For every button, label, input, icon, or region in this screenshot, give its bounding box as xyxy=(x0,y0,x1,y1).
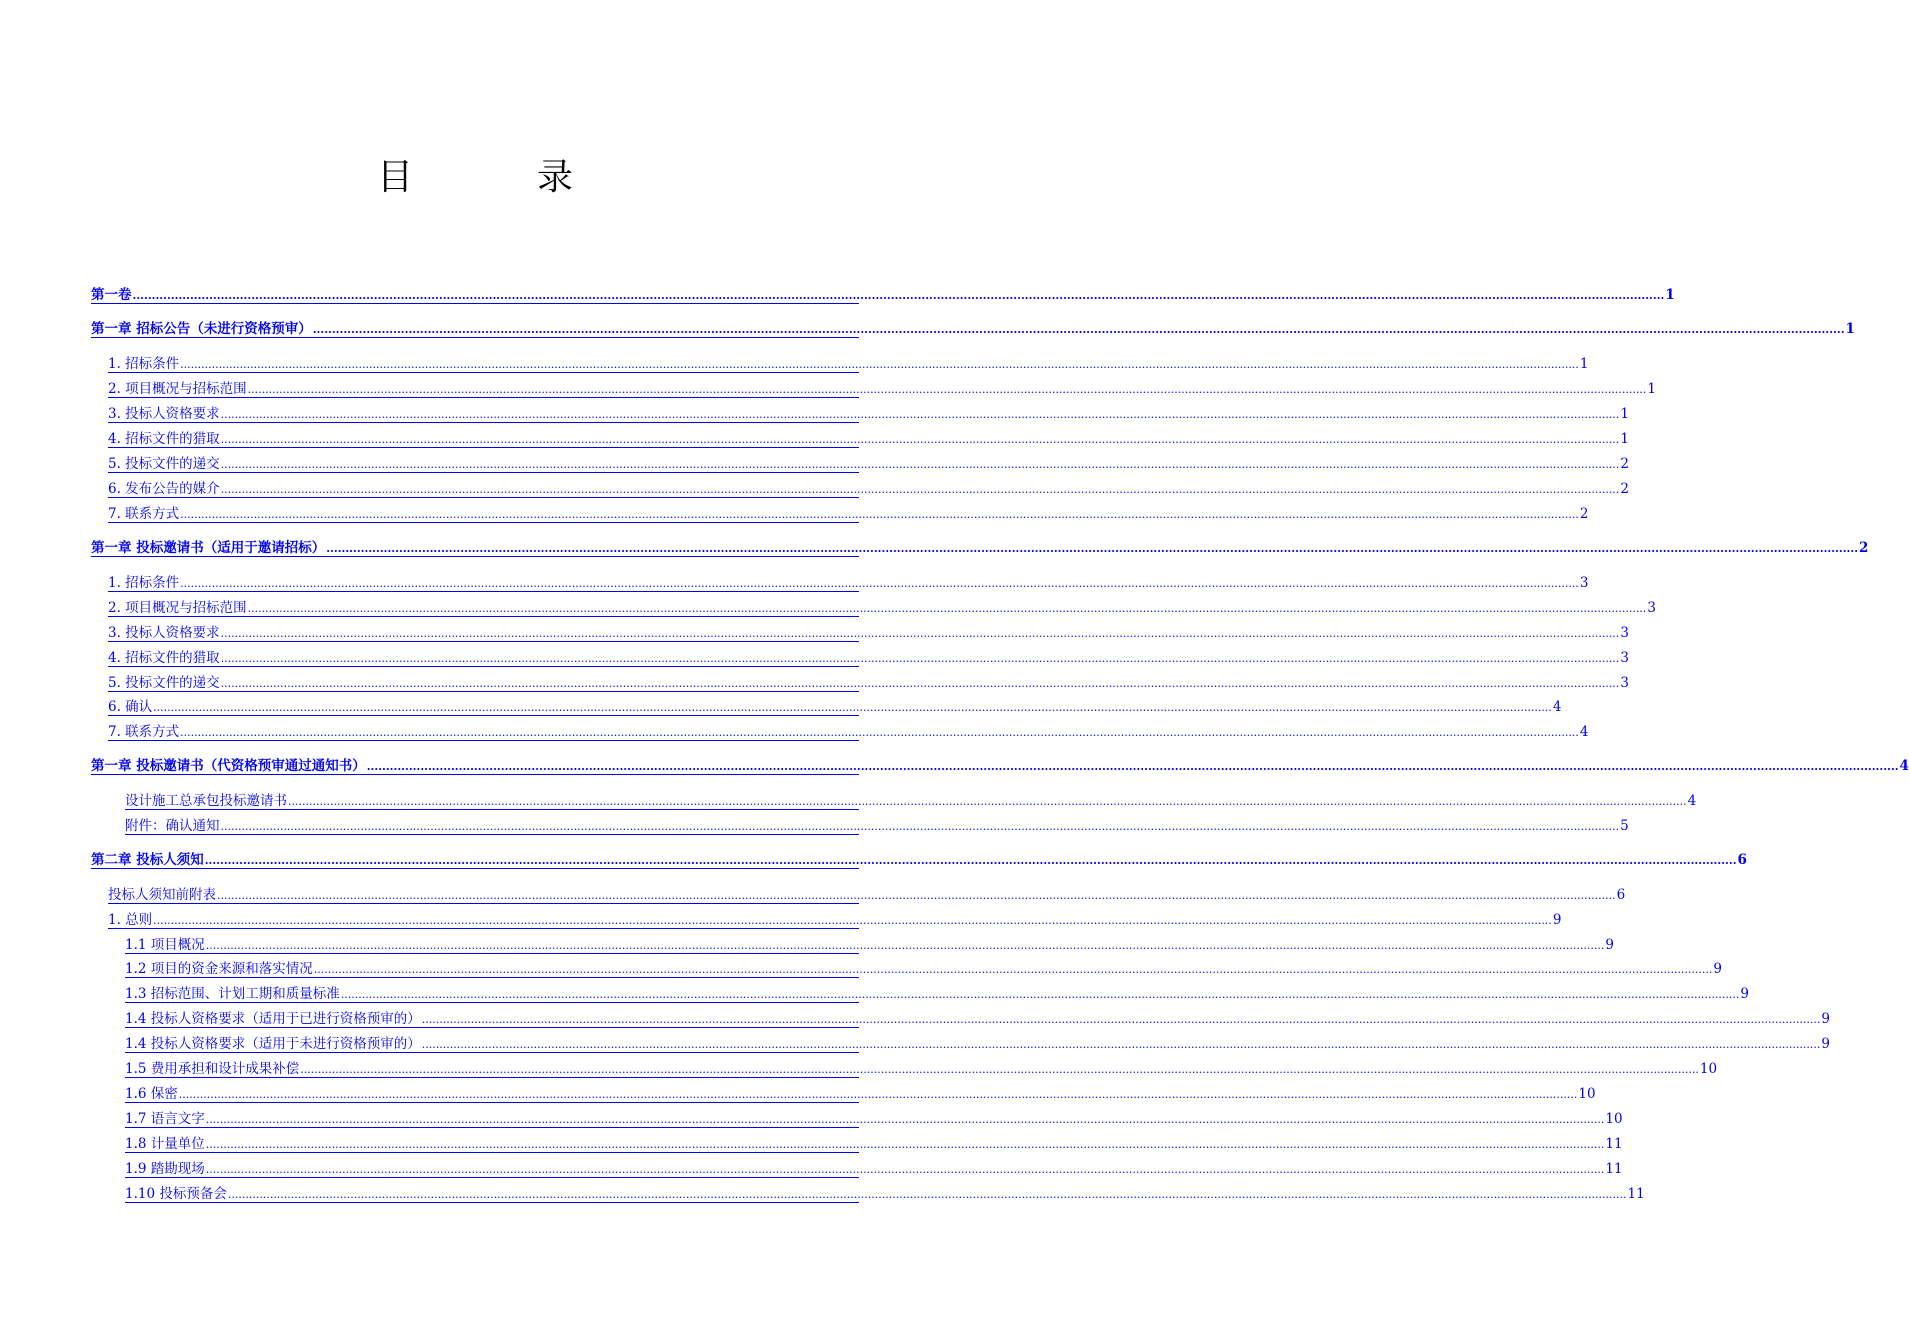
toc-page-number: 10 xyxy=(1578,1086,1596,1102)
toc-leader-dots: ................................................................................................................................................................................................................................................................................................................................................................................................................ xyxy=(247,602,1647,615)
toc-entry[interactable] xyxy=(125,1085,1596,1103)
toc-leader-dots: ................................................................................................................................................................................................................................................................................................................................................................................................................ xyxy=(180,358,1579,371)
toc-page-number: 9 xyxy=(1713,961,1722,977)
toc-page-number: 10 xyxy=(1699,1061,1718,1077)
toc-page-number: 1 xyxy=(1620,431,1629,447)
toc-leader-dots: ................................................................................................................................................................................................................................................................................................................................................................................................................ xyxy=(220,627,1620,640)
toc-entry[interactable] xyxy=(108,723,1589,741)
toc-entry-label: 设计施工总承包投标邀请书 xyxy=(125,793,287,809)
toc-entry-label: 投标人须知前附表 xyxy=(108,887,216,903)
toc-entry[interactable] xyxy=(125,1135,1623,1153)
toc-leader-dots: ................................................................................................................................................................................................................................................................................................................................................................................................................ xyxy=(153,914,1552,927)
toc-entry-label: 2. 项目概况与招标范围 xyxy=(108,600,247,616)
toc-page-number: 11 xyxy=(1605,1161,1623,1177)
toc-entry[interactable] xyxy=(125,792,1697,810)
toc-leader-dots: ................................................................................................................................................................................................................................................................................................................................................................................................................ xyxy=(227,1188,1627,1201)
toc-page-number: 10 xyxy=(1605,1111,1623,1127)
toc-entry[interactable] xyxy=(125,1010,1830,1028)
toc-leader-dots: ................................................................................................................................................................................................................................................................................................................................................................................................................ xyxy=(220,677,1620,690)
toc-entry[interactable] xyxy=(108,355,1589,373)
toc-page-number: 4 xyxy=(1687,793,1697,809)
toc-leader-dots: ................................................................................................................................................................................................................................................................................................................................................................................................................ xyxy=(178,1088,1578,1101)
toc-entry[interactable] xyxy=(125,985,1749,1003)
toc-leader-dots: ................................................................................................................................................................................................................................................................................................................................................................................................................ xyxy=(220,458,1620,471)
toc-entry[interactable] xyxy=(108,430,1629,448)
toc-entry[interactable] xyxy=(125,1035,1830,1053)
toc-page-number: 1 xyxy=(1647,381,1656,397)
toc-entry-label: 1.9 踏勘现场 xyxy=(125,1161,205,1177)
toc-entry[interactable] xyxy=(108,455,1629,473)
toc-entry-label: 1.8 计量单位 xyxy=(125,1136,205,1152)
toc-page-number: 1 xyxy=(1579,356,1589,372)
toc-entry-label: 5. 投标文件的递交 xyxy=(108,675,220,691)
toc-leader-dots: ................................................................................................................................................................................................................................................................................................................................................................................................................ xyxy=(205,1163,1605,1176)
toc-leader-dots: ................................................................................................................................................................................................................................................................................................................................................................................................................ xyxy=(204,854,1737,867)
toc-page-number: 9 xyxy=(1821,1011,1830,1027)
toc-leader-dots: ................................................................................................................................................................................................................................................................................................................................................................................................................ xyxy=(220,483,1620,496)
toc-page-number: 3 xyxy=(1620,675,1629,691)
toc-leader-dots: ................................................................................................................................................................................................................................................................................................................................................................................................................ xyxy=(220,408,1620,421)
toc-leader-dots: ................................................................................................................................................................................................................................................................................................................................................................................................................ xyxy=(132,289,1665,302)
toc-entry-label: 第一章 招标公告（未进行资格预审） xyxy=(91,321,312,337)
toc-page-number: 1 xyxy=(1845,321,1855,337)
toc-page-number: 6 xyxy=(1737,852,1747,868)
toc-leader-dots: ................................................................................................................................................................................................................................................................................................................................................................................................................ xyxy=(180,577,1579,590)
toc-page-number: 6 xyxy=(1616,887,1626,903)
toc-page-number: 2 xyxy=(1579,506,1589,522)
toc-entry-label: 2. 项目概况与招标范围 xyxy=(108,381,247,397)
toc-entry-label: 1. 招标条件 xyxy=(108,356,180,372)
toc-leader-dots: ................................................................................................................................................................................................................................................................................................................................................................................................................ xyxy=(421,1038,1821,1051)
toc-leader-dots: ................................................................................................................................................................................................................................................................................................................................................................................................................ xyxy=(312,323,1845,336)
toc-leader-dots: ................................................................................................................................................................................................................................................................................................................................................................................................................ xyxy=(313,963,1713,976)
toc-entry[interactable] xyxy=(108,405,1629,423)
toc-entry-label: 3. 投标人资格要求 xyxy=(108,406,220,422)
toc-entry[interactable] xyxy=(125,1160,1623,1178)
toc-page-number: 1 xyxy=(1620,406,1629,422)
toc-page-number: 3 xyxy=(1579,575,1589,591)
toc-entry[interactable] xyxy=(125,1185,1645,1203)
toc-leader-dots: ................................................................................................................................................................................................................................................................................................................................................................................................................ xyxy=(180,726,1579,739)
toc-page-number: 1 xyxy=(1665,287,1675,303)
toc-entry-label: 1.4 投标人资格要求（适用于未进行资格预审的） xyxy=(125,1036,421,1052)
toc-entry-label: 1.10 投标预备会 xyxy=(125,1186,227,1202)
toc-leader-dots: ................................................................................................................................................................................................................................................................................................................................................................................................................ xyxy=(205,939,1605,952)
toc-entry-label: 1.1 项目概况 xyxy=(125,937,205,953)
toc-leader-dots: ................................................................................................................................................................................................................................................................................................................................................................................................................ xyxy=(220,433,1620,446)
toc-entry-label: 第一章 投标邀请书（代资格预审通过通知书） xyxy=(91,758,366,774)
toc-page-number: 3 xyxy=(1647,600,1656,616)
toc-entry[interactable] xyxy=(125,1110,1623,1128)
toc-entry-label: 1.3 招标范围、计划工期和质量标准 xyxy=(125,986,340,1002)
toc-entry[interactable] xyxy=(108,505,1589,523)
toc-entry-label: 第一章 投标邀请书（适用于邀请招标） xyxy=(91,540,326,556)
toc-entry[interactable] xyxy=(91,320,1855,338)
toc-leader-dots: ................................................................................................................................................................................................................................................................................................................................................................................................................ xyxy=(300,1063,1699,1076)
toc-entry-label: 6. 确认 xyxy=(108,699,153,715)
toc-page-number: 2 xyxy=(1620,481,1629,497)
toc-entry-label: 1.7 语言文字 xyxy=(125,1111,205,1127)
toc-entry-label: 第一卷 xyxy=(91,287,132,303)
toc-entry-label: 第二章 投标人须知 xyxy=(91,852,204,868)
toc-page-number: 11 xyxy=(1627,1186,1645,1202)
toc-page-number: 9 xyxy=(1552,912,1562,928)
toc-entry-label: 1.4 投标人资格要求（适用于已进行资格预审的） xyxy=(125,1011,421,1027)
toc-entry[interactable] xyxy=(125,817,1629,835)
toc-leader-dots: ................................................................................................................................................................................................................................................................................................................................................................................................................ xyxy=(220,652,1620,665)
toc-leader-dots: ................................................................................................................................................................................................................................................................................................................................................................................................................ xyxy=(180,508,1579,521)
toc-entry[interactable] xyxy=(125,936,1614,954)
toc-leader-dots: ................................................................................................................................................................................................................................................................................................................................................................................................................ xyxy=(421,1013,1821,1026)
toc-entry-label: 6. 发布公告的媒介 xyxy=(108,481,220,497)
toc-entry[interactable] xyxy=(108,911,1562,929)
toc-page-number: 5 xyxy=(1620,818,1629,834)
toc-entry[interactable] xyxy=(108,674,1629,692)
toc-entry[interactable] xyxy=(108,649,1629,667)
toc-leader-dots: ................................................................................................................................................................................................................................................................................................................................................................................................................ xyxy=(288,795,1687,808)
toc-entry-label: 3. 投标人资格要求 xyxy=(108,625,220,641)
toc-entry-label: 1. 招标条件 xyxy=(108,575,180,591)
toc-entry[interactable] xyxy=(125,1060,1718,1078)
toc-entry-label: 1. 总则 xyxy=(108,912,153,928)
toc-page-number: 2 xyxy=(1859,540,1869,556)
toc-entry[interactable] xyxy=(108,599,1656,617)
toc-entry-label: 4. 招标文件的猎取 xyxy=(108,650,220,666)
toc-page-number: 4 xyxy=(1552,699,1562,715)
toc-page-number: 3 xyxy=(1620,625,1629,641)
toc-entry[interactable] xyxy=(91,851,1747,869)
toc-title: 目 录 xyxy=(376,157,617,198)
toc-entry[interactable] xyxy=(108,574,1589,592)
toc-entry-label: 4. 招标文件的猎取 xyxy=(108,431,220,447)
toc-entry[interactable] xyxy=(108,480,1629,498)
toc-entry[interactable] xyxy=(125,960,1722,978)
toc-page-number: 9 xyxy=(1740,986,1749,1002)
toc-entry-label: 1.6 保密 xyxy=(125,1086,178,1102)
toc-entry[interactable] xyxy=(91,757,1909,775)
toc-entry[interactable] xyxy=(108,698,1562,716)
toc-leader-dots: ................................................................................................................................................................................................................................................................................................................................................................................................................ xyxy=(205,1138,1605,1151)
toc-entry-label: 1.2 项目的资金来源和落实情况 xyxy=(125,961,313,977)
toc-entry-label: 5. 投标文件的递交 xyxy=(108,456,220,472)
toc-leader-dots: ................................................................................................................................................................................................................................................................................................................................................................................................................ xyxy=(326,542,1859,555)
toc-page-number: 11 xyxy=(1605,1136,1623,1152)
toc-leader-dots: ................................................................................................................................................................................................................................................................................................................................................................................................................ xyxy=(220,820,1620,833)
toc-entry-label: 7. 联系方式 xyxy=(108,724,180,740)
toc-leader-dots: ................................................................................................................................................................................................................................................................................................................................................................................................................ xyxy=(247,383,1647,396)
toc-page-number: 3 xyxy=(1620,650,1629,666)
toc-leader-dots: ................................................................................................................................................................................................................................................................................................................................................................................................................ xyxy=(205,1113,1605,1126)
toc-entry-label: 1.5 费用承担和设计成果补偿 xyxy=(125,1061,300,1077)
toc-page-number: 4 xyxy=(1579,724,1589,740)
toc-entry[interactable] xyxy=(91,539,1869,557)
toc-leader-dots: ................................................................................................................................................................................................................................................................................................................................................................................................................ xyxy=(153,701,1552,714)
toc-entry[interactable] xyxy=(108,624,1629,642)
toc-leader-dots: ................................................................................................................................................................................................................................................................................................................................................................................................................ xyxy=(340,988,1740,1001)
toc-page-number: 4 xyxy=(1899,758,1909,774)
toc-page-number: 9 xyxy=(1821,1036,1830,1052)
toc-entry[interactable] xyxy=(108,380,1656,398)
toc-entry-label: 附件：确认通知 xyxy=(125,818,220,834)
toc-entry-label: 7. 联系方式 xyxy=(108,506,180,522)
toc-entry[interactable] xyxy=(108,886,1626,904)
toc-leader-dots: ................................................................................................................................................................................................................................................................................................................................................................................................................ xyxy=(217,889,1616,902)
toc-page-number: 2 xyxy=(1620,456,1629,472)
toc-leader-dots: ................................................................................................................................................................................................................................................................................................................................................................................................................ xyxy=(366,760,1899,773)
toc-entry[interactable] xyxy=(91,286,1675,304)
toc-page-number: 9 xyxy=(1605,937,1614,953)
